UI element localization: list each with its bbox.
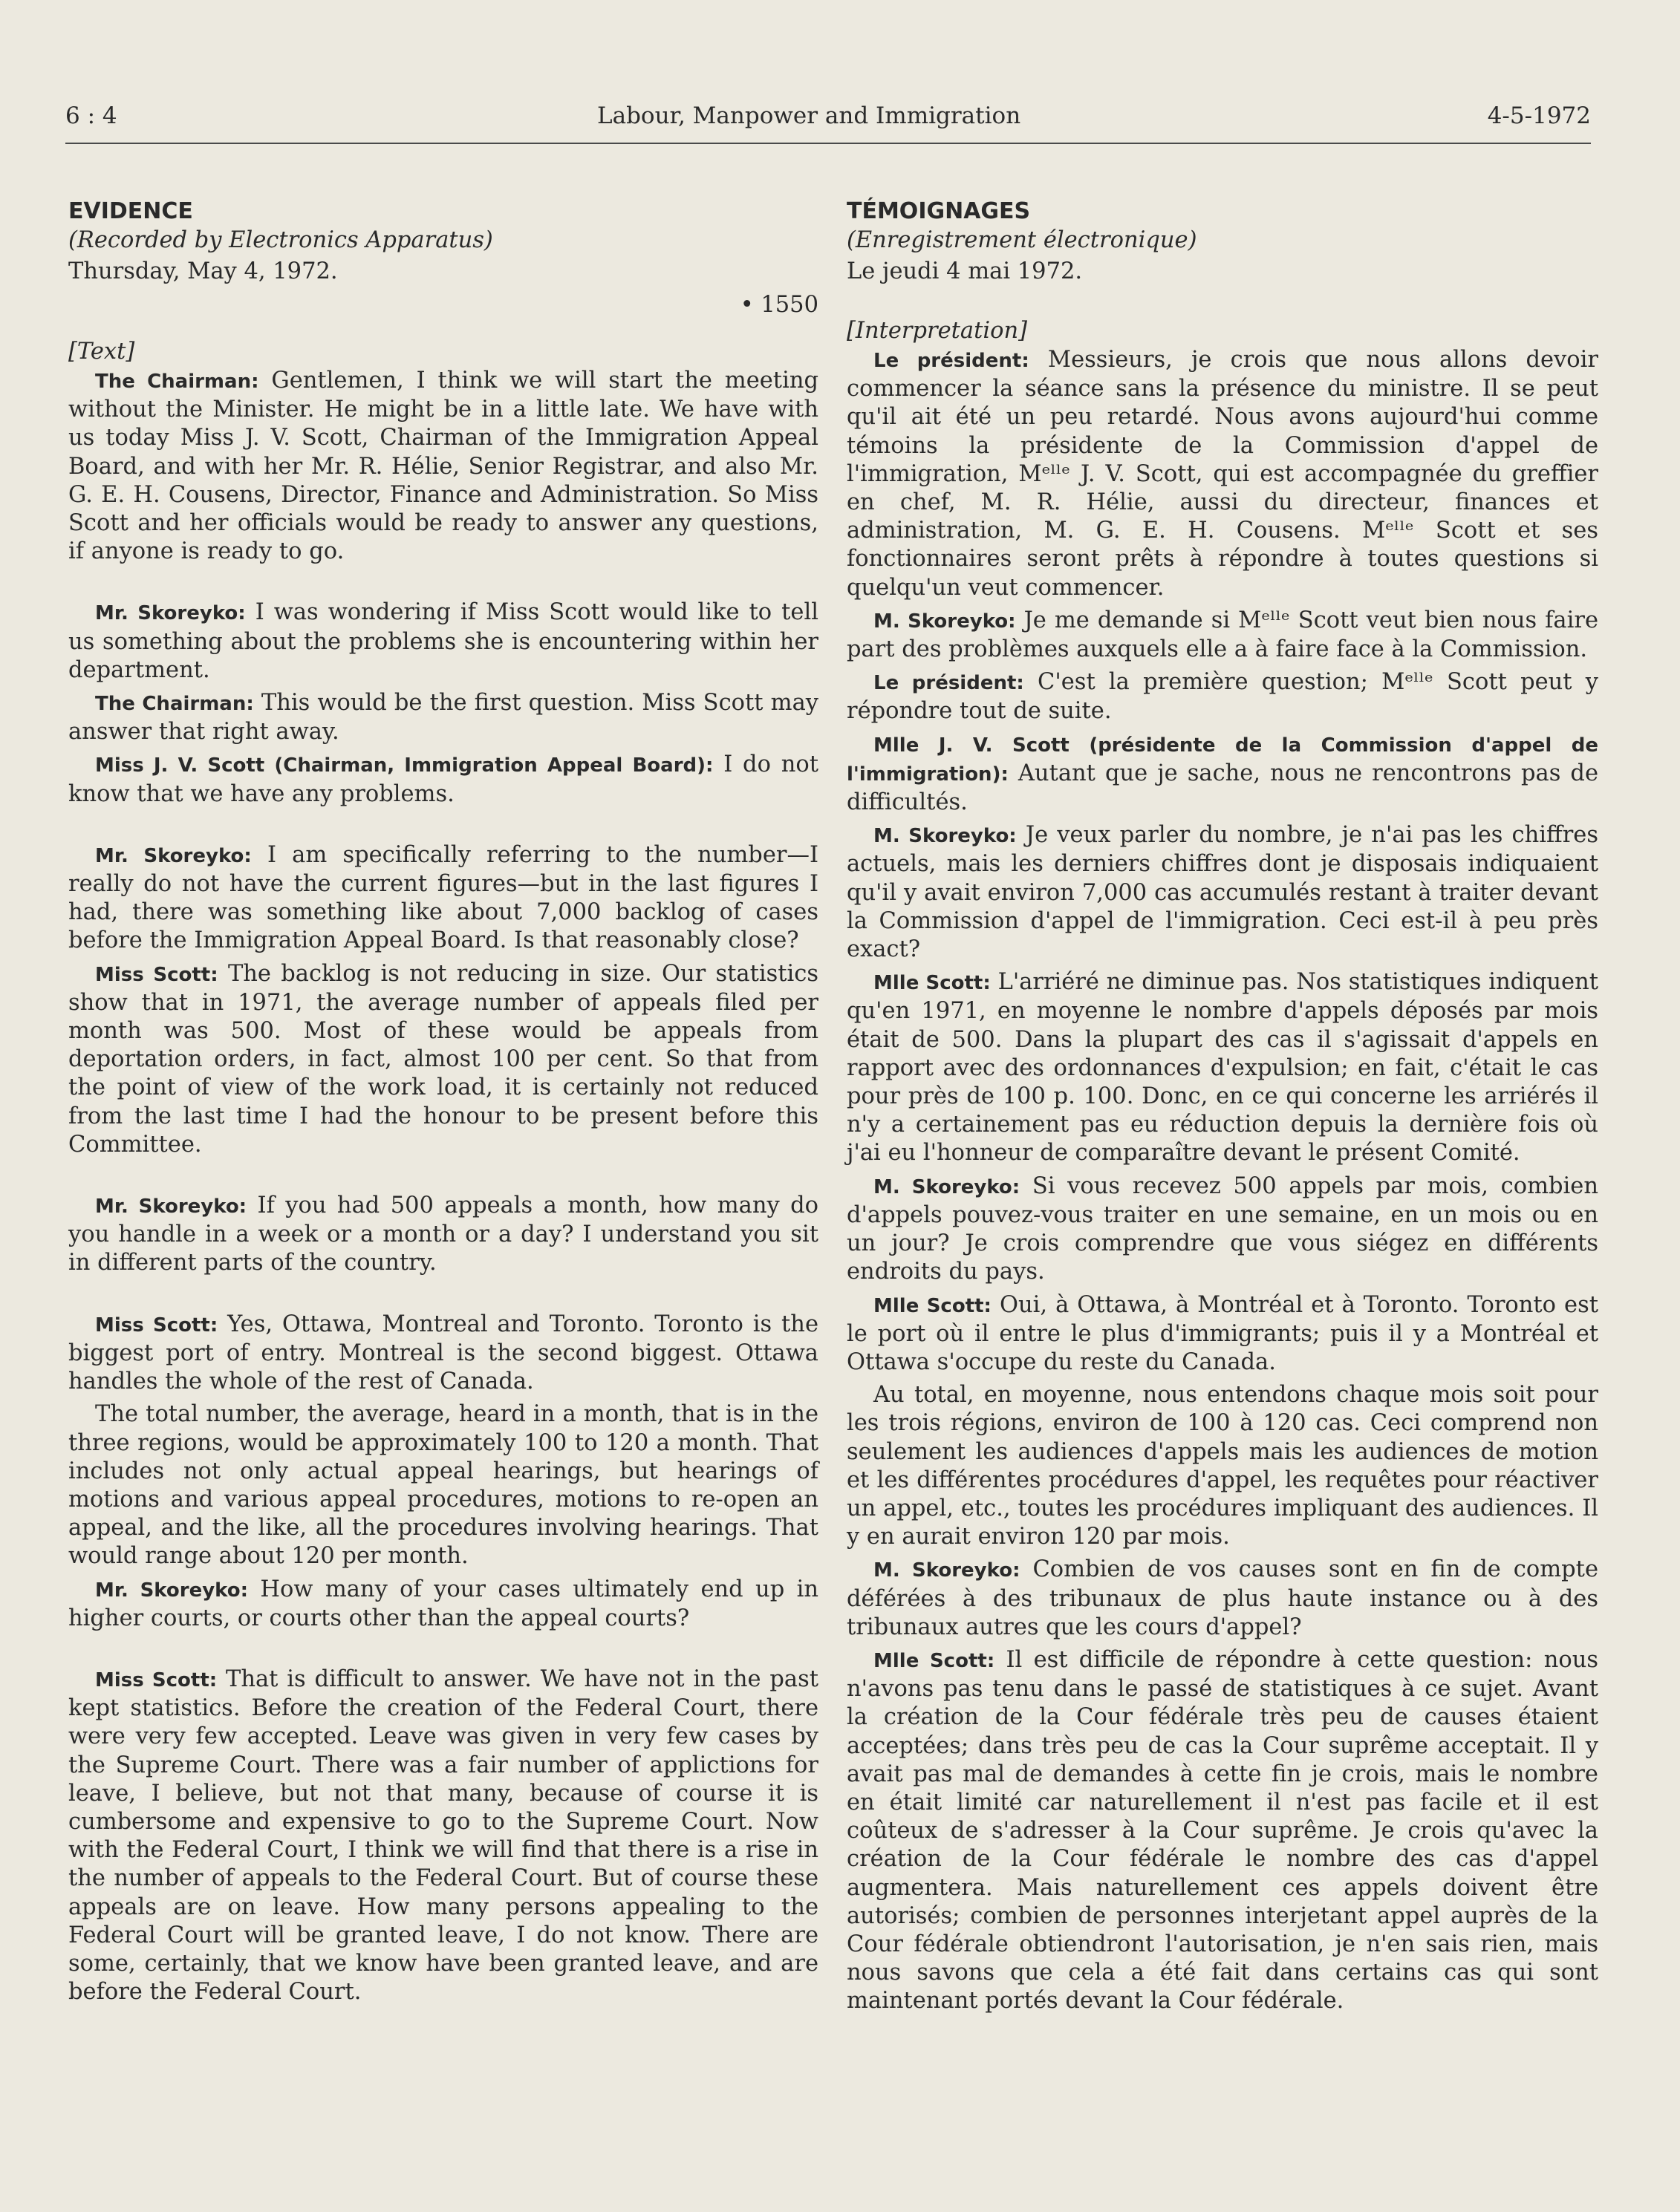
speaker: M. Skoreyko:: [873, 610, 1016, 633]
paragraph: [847, 821, 1598, 964]
paragraph-text: L'arriéré ne diminue pas. Nos statistiques indiquent qu'en 1971, en moyenne le nombre d'appels déposés par mois était de 500. Dans la plupart des cas il s'agissait d'appels en rapport avec des ordonnances d'expulsion; en fait, c'était le cas pour près de 100 p. 100. Donc, en ce qui concerne les arriérés il n'y a certainement pas eu réduction depuis la dernière fois où j'ai eu l'honneur de comparaître devant le présent Comité.: [847, 969, 1598, 1167]
paragraph: [68, 1192, 818, 1278]
paragraph: [847, 968, 1598, 1167]
evidence-date: Thursday, May 4, 1972.: [68, 258, 338, 284]
header-rule: [65, 143, 1591, 144]
spacer: [847, 288, 1598, 316]
paragraph: [847, 607, 1598, 664]
speaker: The Chairman:: [95, 371, 259, 393]
time-marker: • 1550: [740, 292, 818, 318]
speaker: Mr. Skoreyko:: [95, 1579, 249, 1602]
header-date: 4-5-1972: [1487, 102, 1591, 129]
paragraph-text: I am specifically referring to the number—I really do not have the current figures—but in the last figures I had, there was something like about 7,000 backlog of cases before the Immigration Appeal Board. Is that reasonably close?: [68, 841, 819, 954]
paragraph: [847, 346, 1598, 602]
text-label: [Text]: [68, 339, 135, 365]
spacer: [68, 570, 818, 598]
speaker: Mr. Skoreyko:: [95, 1195, 247, 1218]
speaker: M. Skoreyko:: [873, 1175, 1020, 1198]
speaker: Miss Scott:: [95, 1314, 218, 1337]
speaker: Le président:: [873, 350, 1029, 372]
paragraph-text: Je veux parler du nombre, je n'ai pas les chiffres actuels, mais les derniers chiffres dont je disposais indiquaient qu'il y avait environ 7,000 cas accumulés restant à traiter devant la Commission d'appel de l'immigration. Ceci est-il à peu près exact?: [847, 822, 1598, 963]
paragraph: [847, 731, 1598, 818]
spacer: [68, 813, 818, 841]
paragraph: [68, 598, 818, 685]
paragraph-text: C'est la première question; Mᵉˡˡᵉ Scott peut y répondre tout de suite.: [847, 669, 1598, 725]
french-column: [847, 198, 1598, 2020]
paragraph: [847, 1172, 1598, 1287]
header-title: Labour, Manpower and Immigration: [597, 102, 1021, 129]
paragraph: [847, 1381, 1598, 1551]
speaker: Mr. Skoreyko:: [95, 844, 252, 867]
paragraph-text: The backlog is not reducing in size. Our statistics show that in 1971, the average number of appeals filed per month was 500. Most of these would be appeals from deportation orders, in fact, almost 100 per cent. So that from the point of view of the work load, it is certainly not reduced from the last time I had the honour to be present before this Committee.: [68, 960, 819, 1158]
evidence-subheading: (Recorded by Electronics Apparatus): [68, 227, 493, 253]
speaker: Mr. Skoreyko:: [95, 602, 246, 625]
speaker: Mlle Scott:: [873, 1649, 995, 1672]
paragraph-text: Messieurs, je crois que nous allons devoir commencer la séance sans la présence du ministre. Il se peut qu'il ait été un peu retardé. Nous avons aujourd'hui comme témoins la présidente de la Commission d'appel de l'immigration, Mᵉˡˡᵉ J. V. Scott, qui est accompagnée du greffier en chef, M. R. Hélie, aussi du directeur, finances et administration, M. G. E. H. Cousens. Mᵉˡˡᵉ Scott et ses fonctionnaires seront prêts à répondre à toutes questions si quelqu'un veut commencer.: [847, 347, 1598, 601]
spacer: [68, 1282, 818, 1311]
paragraph: [68, 841, 818, 956]
speaker: Le président:: [873, 672, 1024, 695]
paragraph: [68, 689, 818, 746]
english-column: [68, 198, 818, 2011]
running-header: [65, 102, 1591, 140]
paragraph-text: Yes, Ottawa, Montreal and Toronto. Toronto is the biggest port of entry. Montreal is the second biggest. Ottawa handles the whole of the rest of Canada.: [68, 1311, 818, 1395]
interpretation-label: [Interpretation]: [847, 318, 1027, 344]
paragraph-text: Je me demande si Mᵉˡˡᵉ Scott veut bien nous faire part des problèmes auxquels elle a à faire face à la Commission.: [847, 607, 1598, 663]
paragraph-text: Il est difficile de répondre à cette question: nous n'avons pas tenu dans le passé de statistiques à ce sujet. Avant la création de la Cour fédérale très peu de causes étaient acceptées; dans très peu de cas la Cour suprême acceptait. Il y avait pas mal de demandes à cette fin je crois, mais le nombre en était limité car naturellement il n'est pas facile et il est coûteux de s'adresser à la Cour suprême. Je crois qu'avec la création de la Cour fédérale le nombre des cas d'appel augmentera. Mais naturellement ces appels doivent être autorisés; combien de personnes interjetant appel auprès de la Cour fédérale obtiendront l'autorisation, je n'en sais rien, mais nous savons que cela a été fait dans certains cas qui sont maintenant portés devant la Cour fédérale.: [847, 1646, 1598, 2014]
paragraph-text: If you had 500 appeals a month, how many do you handle in a week or a month or a day? I understand you sit in different parts of the country.: [68, 1193, 819, 1276]
speaker: Miss Scott:: [95, 963, 218, 986]
paragraph-text: I was wondering if Miss Scott would like to tell us something about the problems she is encountering within her department.: [68, 599, 818, 683]
paragraph-text: Si vous recevez 500 appels par mois, combien d'appels pouvez-vous traiter en une semaine, en un mois ou en un jour? Je crois comprendre que vous siégez en différents endroits du pays.: [847, 1172, 1598, 1285]
paragraph: [847, 668, 1598, 725]
speaker: M. Skoreyko:: [873, 825, 1017, 848]
temoignages-date: Le jeudi 4 mai 1972.: [847, 258, 1083, 284]
spacer: [68, 1164, 818, 1192]
speaker: Mlle Scott:: [873, 972, 991, 995]
paragraph-text: The total number, the average, heard in a month, that is in the three regions, would be approximately 100 to 120 a month. That includes not only actual appeal hearings, but hearings of motions and various appeal procedures, motions to re-open an appeal, and the like, all the procedures involving hearings. That would range about 120 per month.: [68, 1401, 818, 1570]
spacer: [68, 1637, 818, 1665]
paragraph: [68, 751, 818, 808]
page-number: 6 : 4: [65, 102, 117, 129]
speaker: Mlle J. V. Scott (présidente de la Commission d'appel de l'immigration):: [847, 734, 1598, 786]
evidence-heading: EVIDENCE: [68, 198, 193, 224]
paragraph-text: I do not know that we have any problems.: [68, 751, 818, 807]
paragraph: [68, 1576, 818, 1633]
paragraph: [68, 960, 818, 1159]
temoignages-heading: TÉMOIGNAGES: [847, 198, 1031, 224]
speaker: M. Skoreyko:: [873, 1559, 1020, 1582]
paragraph: [68, 1400, 818, 1570]
paragraph: [847, 1291, 1598, 1377]
paragraph: [847, 1556, 1598, 1642]
paragraph-text: That is difficult to answer. We have not in the past kept statistics. Before the creation of the Federal Court, there were very few accepted. Leave was given in very few cases by the Supreme Court. There was a fair number of applictions for leave, I believe, but not that many, because of course it is cumbersome and expensive to go to the Supreme Court. Now with the Federal Court, I think we will find that there is a rise in the number of appeals to the Federal Court. But of course these appeals are on leave. How many persons appealing to the Federal Court will be granted leave, I do not know. There are some, certainly, that we know have been granted leave, and are before the Federal Court.: [68, 1665, 818, 2006]
speaker: The Chairman:: [95, 693, 254, 716]
speaker: Mlle Scott:: [873, 1294, 992, 1317]
paragraph: [68, 367, 818, 566]
paragraph: [68, 1665, 818, 2006]
paragraph-text: Oui, à Ottawa, à Montréal et à Toronto. Toronto est le port où il entre le plus d'immigrants; puis il y a Montréal et Ottawa s'occupe du reste du Canada.: [847, 1291, 1598, 1375]
paragraph-text: Combien de vos causes sont en fin de compte déférées à des tribunaux de plus haute instance ou à des tribunaux autres que les cours d'appel?: [847, 1556, 1598, 1640]
paragraph-text: How many of your cases ultimately end up in higher courts, or courts other than the appeal courts?: [68, 1576, 818, 1631]
paragraph-text: Autant que je sache, nous ne rencontrons pas de difficultés.: [847, 760, 1598, 816]
temoignages-subheading: (Enregistrement électronique): [847, 227, 1197, 253]
paragraph-text: Au total, en moyenne, nous entendons chaque mois soit pour les trois régions, environ de 100 à 120 cas. Ceci comprend non seulement les audiences d'appels mais les audiences de motion et les différentes procédures d'appel, les requêtes pour réactiver un appel, etc., toutes les procédures impliquant des audiences. Il y en aurait environ 120 par mois.: [847, 1382, 1598, 1550]
paragraph-text: This would be the first question. Miss Scott may answer that right away.: [68, 690, 818, 746]
speaker: Miss J. V. Scott (Chairman, Immigration Appeal Board):: [95, 754, 714, 777]
paragraph: [847, 1646, 1598, 2016]
paragraph: [68, 1311, 818, 1397]
paragraph-text: Gentlemen, I think we will start the meeting without the Minister. He might be in a little late. We have with us today Miss J. V. Scott, Chairman of the Immigration Appeal Board, and with her Mr. R. Hélie, Senior Registrar, and also Mr. G. E. H. Cousens, Director, Finance and Administration. So Miss Scott and her officials would be ready to answer any questions, if anyone is ready to go.: [68, 368, 818, 565]
speaker: Miss Scott:: [95, 1668, 218, 1691]
